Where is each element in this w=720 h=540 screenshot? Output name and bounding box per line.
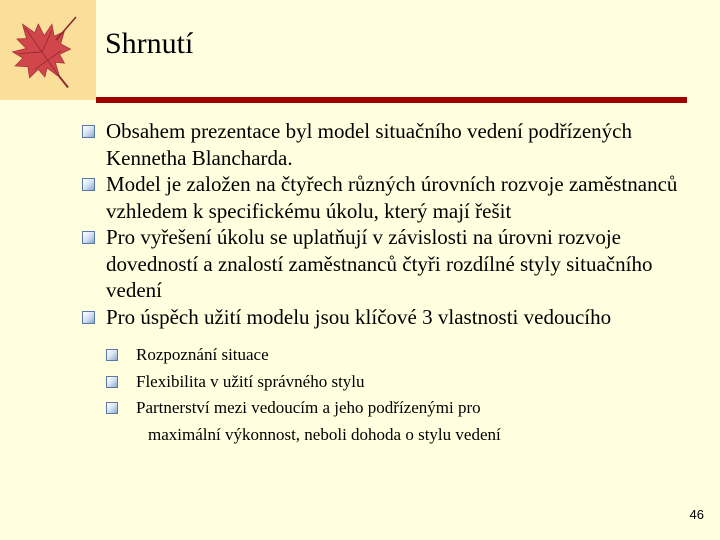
- sub-bullet-item: [106, 342, 692, 369]
- bullet-item: [82, 171, 692, 224]
- checkbox-bullet-icon: [82, 178, 95, 191]
- sub-bullet-list: [106, 342, 692, 448]
- maple-leaf-icon: [0, 0, 96, 100]
- bullet-text: Pro vyřešení úkolu se uplatňují v závislosti na úrovni rozvoje dovedností a znalostí zaměstnanců čtyři rozdílné styly situačního vedení: [106, 225, 653, 302]
- bullet-item: [82, 118, 692, 171]
- slide-title: Shrnutí: [105, 27, 194, 60]
- checkbox-bullet-icon: [82, 125, 95, 138]
- sub-bullet-item: [106, 369, 692, 396]
- sub-bullet-text: Flexibilita v užití správného stylu: [136, 371, 365, 391]
- checkbox-bullet-icon: [82, 231, 95, 244]
- bullet-item: [82, 304, 692, 449]
- bullet-text: Pro úspěch užití modelu jsou klíčové 3 vlastnosti vedoucího: [106, 304, 612, 329]
- sub-bullet-continuation: maximální výkonnost, neboli dohoda o stylu vedení: [148, 424, 501, 444]
- logo-box: [0, 0, 96, 100]
- checkbox-bullet-icon: [106, 402, 118, 414]
- bullet-list: [82, 118, 692, 448]
- sub-bullet-text: Partnerství mezi vedoucím a jeho podřízenými pro: [136, 398, 481, 417]
- checkbox-bullet-icon: [82, 311, 95, 324]
- bullet-item: [82, 224, 692, 304]
- sub-bullet-item: [106, 395, 692, 448]
- sub-bullet-text: Rozpoznání situace: [136, 345, 269, 364]
- checkbox-bullet-icon: [106, 376, 118, 388]
- bullet-text: Obsahem prezentace byl model situačního vedení podřízených Kennetha Blancharda.: [106, 119, 632, 170]
- checkbox-bullet-icon: [106, 349, 118, 361]
- bullet-text: Model je založen na čtyřech různých úrovních rozvoje zaměstnanců vzhledem k specifickému úkolu, který mají řešit: [106, 172, 678, 223]
- page-number: 46: [689, 507, 704, 522]
- title-divider: [96, 97, 687, 103]
